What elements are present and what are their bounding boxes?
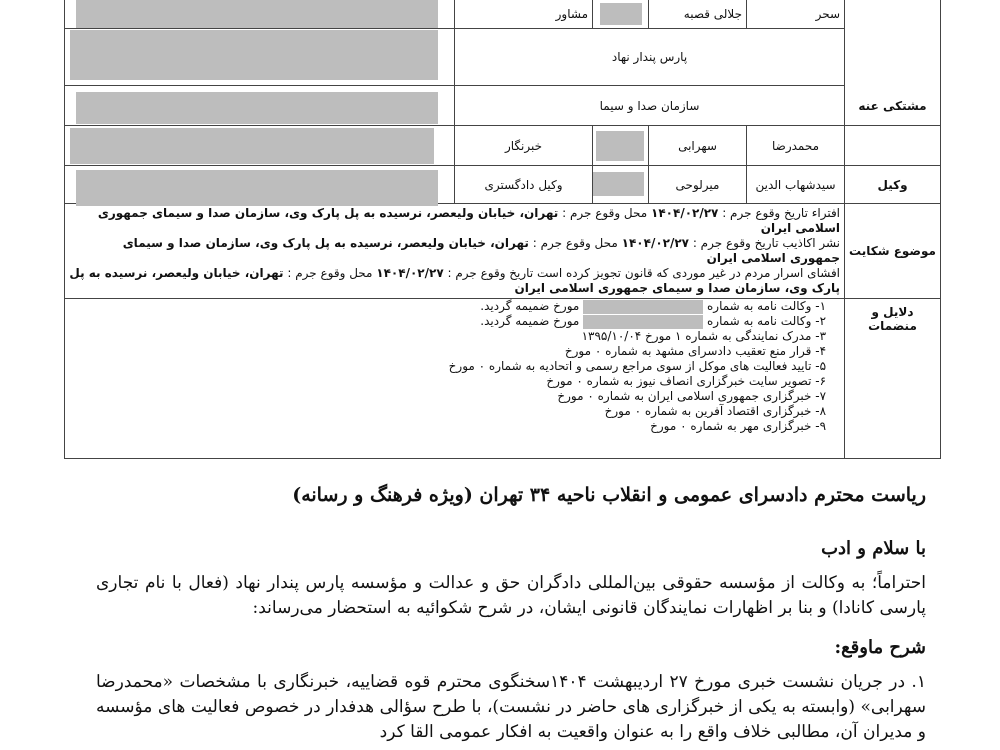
evidence-item-9: ۹- خبرگزاری مهر به شماره ۰ مورخ [650, 419, 827, 433]
redaction-block-2 [70, 30, 438, 80]
redaction-block-4 [70, 128, 434, 164]
row5-redacted [593, 166, 649, 204]
complainant-label: مشتکی عنه [845, 86, 941, 126]
row1-role: مشاور [455, 0, 593, 29]
evidence-item-2: ۲- وکالت نامه به شماره مورخ ضمیمه گردید. [480, 314, 827, 328]
subject-line-2: نشر اکاذیب تاریخ وقوع جرم : ۱۴۰۴/۰۲/۲۷ محل وقوع جرم : تهران، خیابان ولیعصر، نرسیده به پل پارک وی، سازمان صدا و سیمای جمهوری اسلامی ایران [122, 236, 841, 265]
facts-paragraph-1: ۱. در جریان نشست خبری مورخ ۲۷ اردیبهشت ۱۴۰۴سخنگوی محترم قوه قضاییه، خبرنگاری با مشخصات «محمدرضا سهرابی» (وابسته به یکی از خبرگزاری های حاضر در نشست)، با طرح سؤالی هدفدار در خصوص فعالیت های مؤسسه و مدیران آن، مطالبی خلاف واقع را به عنوان واقعیت به افکار عمومی القا کرد [96, 672, 926, 742]
row5-surname: میرلوحی [649, 166, 747, 204]
redaction-block-3 [76, 92, 438, 124]
evidence-cell [65, 299, 845, 459]
evidence-item-5: ۵- تایید فعالیت های موکل از سوی مراجع رسمی و اتحادیه به شماره ۰ مورخ [448, 359, 827, 373]
redaction-block-5 [76, 170, 438, 206]
row1-name: سحر [747, 0, 845, 29]
evidence-item-6: ۶- تصویر سایت خبرگزاری انصاف نیوز به شماره ۰ مورخ [546, 374, 827, 388]
row1-redacted [593, 0, 649, 29]
row5-name: سیدشهاب الدین [747, 166, 845, 204]
row3-org: سازمان صدا و سیما [455, 86, 845, 126]
redaction-block-1 [76, 0, 438, 28]
row2-org: پارس پندار نهاد [455, 29, 845, 86]
evidence-item-7: ۷- خبرگزاری جمهوری اسلامی ایران به شماره ۰ مورخ [557, 389, 827, 403]
row4-name: محمدرضا [747, 126, 845, 166]
evidence-item-4: ۴- قرار منع تعقیب دادسرای مشهد به شماره ۰ مورخ [564, 344, 827, 358]
evidence-item-1: ۱- وکالت نامه به شماره مورخ ضمیمه گردید. [480, 299, 827, 313]
evidence-item-8: ۸- خبرگزاری اقتصاد آفرین به شماره ۰ مورخ [604, 404, 827, 418]
subject-line-3: افشای اسرار مردم در غیر موردی که قانون تجویز کرده است تاریخ وقوع جرم : ۱۴۰۴/۰۲/۲۷ محل وقوع جرم : تهران، خیابان ولیعصر، نرسیده به پل پارک وی، سازمان صدا و سیمای جمهوری اسلامی ایران [69, 266, 841, 295]
evidence-label: دلایل و منضمات [845, 299, 941, 459]
letter-greeting: با سلام و ادب [821, 538, 926, 559]
subject-label: موضوع شکایت [845, 204, 941, 299]
row4-surname: سهرابی [649, 126, 747, 166]
row4-redacted [593, 126, 649, 166]
evidence-item-3: ۳- مدرک نمایندگی به شماره ۱ مورخ ۱۳۹۵/۱۰/۰۴ [581, 329, 827, 343]
row5-role: وکیل دادگستری [455, 166, 593, 204]
lawyer-label: وکیل [845, 166, 941, 204]
row1-surname: جلالی قصبه [649, 0, 747, 29]
subject-cell [65, 204, 845, 299]
letter-body [96, 470, 926, 745]
subject-line-1: افتراء تاریخ وقوع جرم : ۱۴۰۴/۰۲/۲۷ محل وقوع جرم : تهران، خیابان ولیعصر، نرسیده به پل پارک وی، سازمان صدا و سیمای جمهوری اسلامی ایران [97, 206, 841, 235]
letter-intro: احتراماً؛ به وکالت از مؤسسه حقوقی بین‌المللی دادگران حق و عدالت و مؤسسه پارس پندار نهاد (فعال با نام تجاری پارسی کانادا) و بنا بر اظهارات نمایندگان قانونی ایشان، در شرح شکوائیه به استحضار می‌رساند: [96, 573, 926, 618]
facts-title: شرح ماوقع: [834, 637, 926, 658]
row4-role: خبرنگار [455, 126, 593, 166]
letter-heading: ریاست محترم دادسرای عمومی و انقلاب ناحیه ۳۴ تهران (ویژه فرهنگ و رسانه) [292, 484, 926, 506]
